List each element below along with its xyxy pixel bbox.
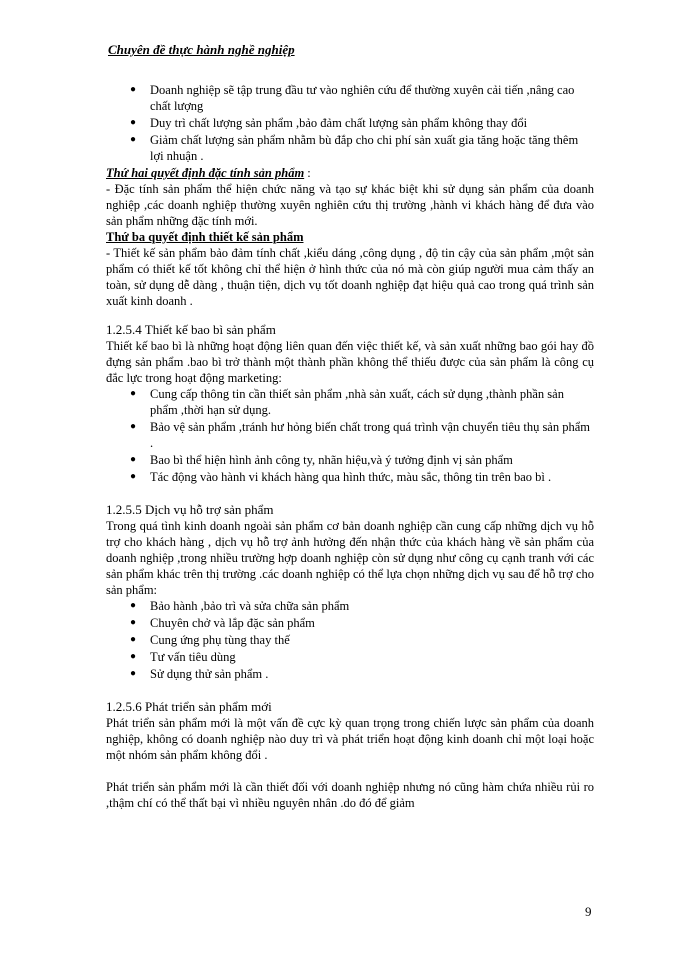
list-item: ● Tác động vào hành vi khách hàng qua hình thức, màu sắc, thông tin trên bao bì . xyxy=(150,469,594,485)
list-item: ● Bảo hành ,bảo trì và sửa chữa sản phẩm xyxy=(150,598,594,614)
list-item: ● Cung ứng phụ tùng thay thế xyxy=(150,632,594,648)
list-item: ● Giảm chất lượng sản phẩm nhằm bù đắp cho chi phí sản xuất gia tăng hoặc tăng thêm lợi nhuận . xyxy=(150,132,594,164)
third-decision-heading xyxy=(106,229,594,245)
section-title-1255: 1.2.5.5 Dịch vụ hỗ trợ sản phẩm xyxy=(106,502,274,517)
second-heading-colon: : xyxy=(304,166,311,180)
section-text-1256-b: Phát triển sản phẩm mới là cần thiết đối với doanh nghiệp nhưng nó cũng hàm chứa nhiều rủi ro ,thậm chí có thể thất bại vì nhiều nguyên nhân .do đó để giảm xyxy=(106,780,594,810)
page-number: 9 xyxy=(585,904,592,919)
support-services-list xyxy=(106,598,594,682)
packaging-functions-list xyxy=(106,386,594,485)
list-item: ● Duy trì chất lượng sản phẩm ,bảo đảm chất lượng sản phẩm không thay đổi xyxy=(150,115,594,131)
list-item: ● Bao bì thể hiện hình ảnh công ty, nhãn hiệu,và ý tưởng định vị sản phẩm xyxy=(150,452,594,468)
list-item: ● Tư vấn tiêu dùng xyxy=(150,649,594,665)
list-item: ● Bảo vệ sản phẩm ,tránh hư hỏng biến chất trong quá trình vận chuyển tiêu thụ sản phẩm . xyxy=(150,419,594,451)
list-item: ● Doanh nghiệp sẽ tập trung đầu tư vào nghiên cứu để thường xuyên cải tiến ,nâng cao chất lượng xyxy=(150,82,594,114)
section-text-1255: Trong quá tình kinh doanh ngoài sản phẩm cơ bản doanh nghiệp cần cung cấp những dịch vụ hỗ trợ cho khách hàng , dịch vụ hỗ trợ ảnh hưởng đến nhận thức của khách hàng về sản phẩm của doanh nghiệp ,trong nhiều trường hợp doanh nghiệp còn sử dụng như công cụ cạnh tranh với các sản phẩm khác trên thị trường .các doanh nghiệp có thể lựa chọn những dịch vụ sau để hỗ trợ cho sản phẩm: xyxy=(106,519,594,597)
section-text-1256-a: Phát triển sản phẩm mới là một vấn đề cực kỳ quan trọng trong chiến lược sản phẩm của doanh nghiệp, không có doanh nghiệp nào duy trì và phát triển hoạt động kinh doanh chỉ một loại hoặc một nhóm sản phẩm không đổi . xyxy=(106,716,594,762)
second-decision-heading xyxy=(106,165,594,181)
second-decision-text: - Đặc tính sản phẩm thể hiện chức năng và tạo sự khác biệt khi sử dụng sản phẩm của doanh nghiệp ,các doanh nghiệp thường xuyên nghiên cứu thị trường ,hành vi khách hàng để đưa vào sản phẩm những đặc tính mới. xyxy=(106,182,594,228)
section-title-1254: 1.2.5.4 Thiết kế bao bì sản phẩm xyxy=(106,322,276,337)
page-content xyxy=(106,82,594,811)
list-item: ● Cung cấp thông tin cần thiết sản phẩm ,nhà sản xuất, cách sử dụng ,thành phần sản phẩm ,thời hạn sử dụng. xyxy=(150,386,594,418)
section-title-1256: 1.2.5.6 Phát triển sản phẩm mới xyxy=(106,699,272,714)
third-decision-text: - Thiết kế sản phẩm bảo đảm tính chất ,kiểu dáng ,công dụng , độ tin cậy của sản phẩm ,một sản phẩm có thiết kế tốt không chỉ thể hiện ở hình thức của nó mà còn giúp người mua cảm thấy an toàn, sử dụng dễ dàng , thuận tiện, dịch vụ tốt doanh nghiệp đạt hiệu quả cao trong quá trình sản xuất kinh doanh . xyxy=(106,246,594,308)
quality-options-list xyxy=(106,82,594,164)
running-header: Chuyên đề thực hành nghề nghiệp xyxy=(108,42,295,57)
list-item: ● Chuyên chở và lắp đặc sản phẩm xyxy=(150,615,594,631)
third-heading-text: Thứ ba quyết định thiết kế sản phẩm xyxy=(106,230,304,244)
section-text-1254: Thiết kế bao bì là những hoạt động liên quan đến việc thiết kế, và sản xuất những bao gói hay đồ đựng sản phẩm .bao bì trở thành một thành phần không thể thiếu được của sản phẩm là công cụ đắc lực trong hoạt động marketing: xyxy=(106,339,594,385)
list-item: ● Sử dụng thử sản phẩm . xyxy=(150,666,594,682)
second-heading-text: Thứ hai quyết định đặc tính sản phẩm xyxy=(106,166,305,180)
